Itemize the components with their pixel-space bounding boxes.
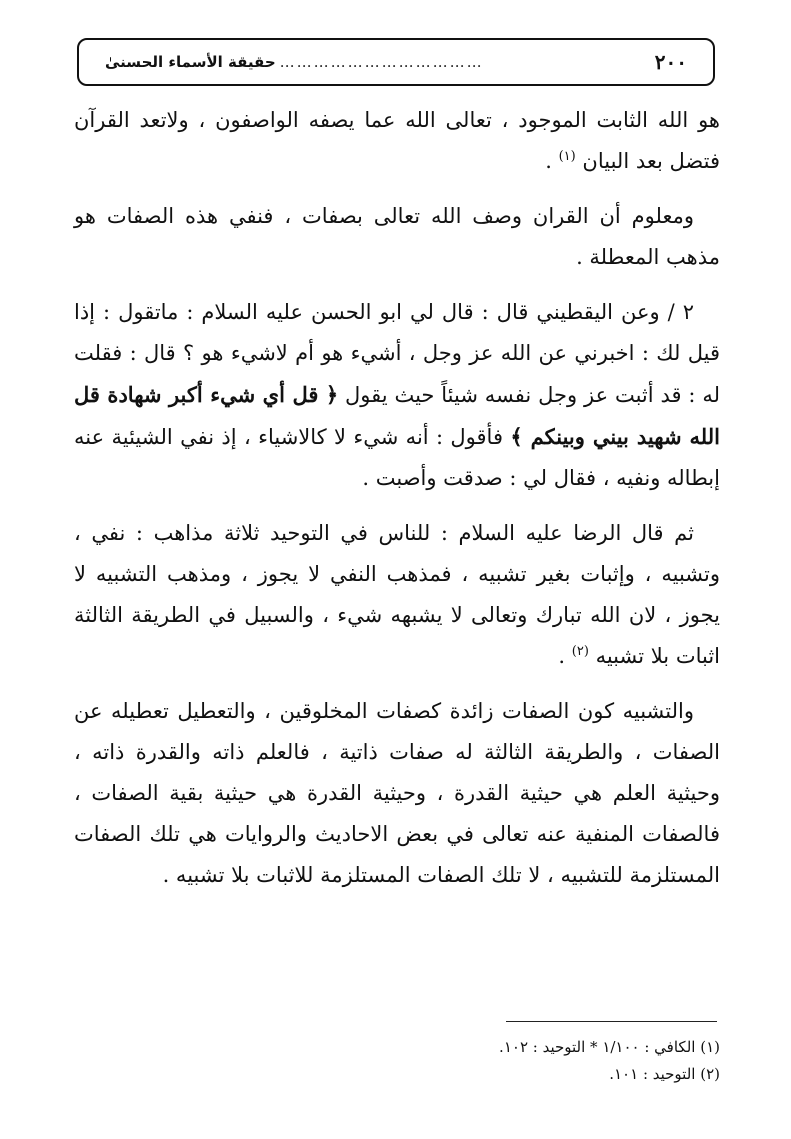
paragraph-last: والتشبيه كون الصفات زائدة كصفات المخلوقين ، والتعطيل تعطيله عن الصفات ، والطريقة الثالثة له صفات ذاتية ، فالعلم ذاته والقدرة ذاته ، وحيثية العلم هي حيثية القدرة ، وحيثية القدرة هي حيثية بقية الصفات ، فالصفات المنفية عنه تعالى في بعض الاحاديث والروايات هي تلك الصفات المستلزمة للتشبيه ، لا تلك الصفات المستلزمة للاثبات بلا تشبيه . — [74, 699, 720, 887]
footnote-1: (١) الكافي : ١/١٠٠ * التوحيد : ١٠٢. — [499, 1038, 720, 1056]
footnote-2: (٢) التوحيد : ١٠١. — [609, 1065, 720, 1083]
paragraph-1-text: هو الله الثابت الموجود ، تعالى الله عما يصفه الواصفون ، ولاتعد القرآن فتضل بعد البيان — [74, 108, 720, 173]
main-text — [74, 100, 720, 910]
footnote-ref-1[interactable]: (١) — [558, 149, 576, 164]
footnote-divider — [506, 1021, 717, 1022]
paragraph-reda-text: ثم قال الرضا عليه السلام : للناس في التوحيد ثلاثة مذاهب : نفي ، وتشبيه ، وإثبات بغير تشبيه ، فمذهب النفي لا يجوز ، ومذهب التشبيه لا يجوز ، لان الله تبارك وتعالى لا يشبهه شيء ، والسبيل في الطريقة الثالثة اثبات بلا تشبيه — [74, 521, 720, 668]
paragraph-hadith — [74, 292, 720, 499]
period: . — [545, 149, 552, 173]
header-title-group — [105, 53, 484, 71]
page-number: ٢٠٠ — [654, 50, 687, 74]
quran-verse: ﴿ قل أي شيء أكبر شهادة قل الله شهيد بيني وبينكم ﴾ — [74, 382, 720, 449]
hadith-text-after: فأقول : أنه شيء لا كالاشياء ، إذ نفي الشيئية عنه إبطاله ونفيه ، فقال لي : صدقت وأصبت . — [74, 425, 720, 490]
paragraph-1 — [74, 100, 720, 182]
running-title: حقيقة الأسماء الحسنىٰ — [105, 53, 276, 71]
running-header — [77, 38, 715, 86]
paragraph-2: ومعلوم أن القران وصف الله تعالى بصفات ، فنفي هذه الصفات هو مذهب المعطلة . — [74, 204, 720, 269]
period: . — [558, 644, 566, 668]
leader-dots: ……………………………… — [279, 53, 484, 71]
hadith-text-before: ٢ / وعن اليقطيني قال : قال لي ابو الحسن عليه السلام : ماتقول : إذا قيل لك : اخبرني عن الله عز وجل ، أشيء هو أم لاشيء هو ؟ قال : فقلت له : قد أثبت عز وجل نفسه شيئاً حيث يقول — [74, 300, 720, 407]
paragraph-reda — [74, 513, 720, 677]
footnotes — [300, 1034, 720, 1088]
footnote-ref-2[interactable]: (٢) — [571, 644, 589, 659]
